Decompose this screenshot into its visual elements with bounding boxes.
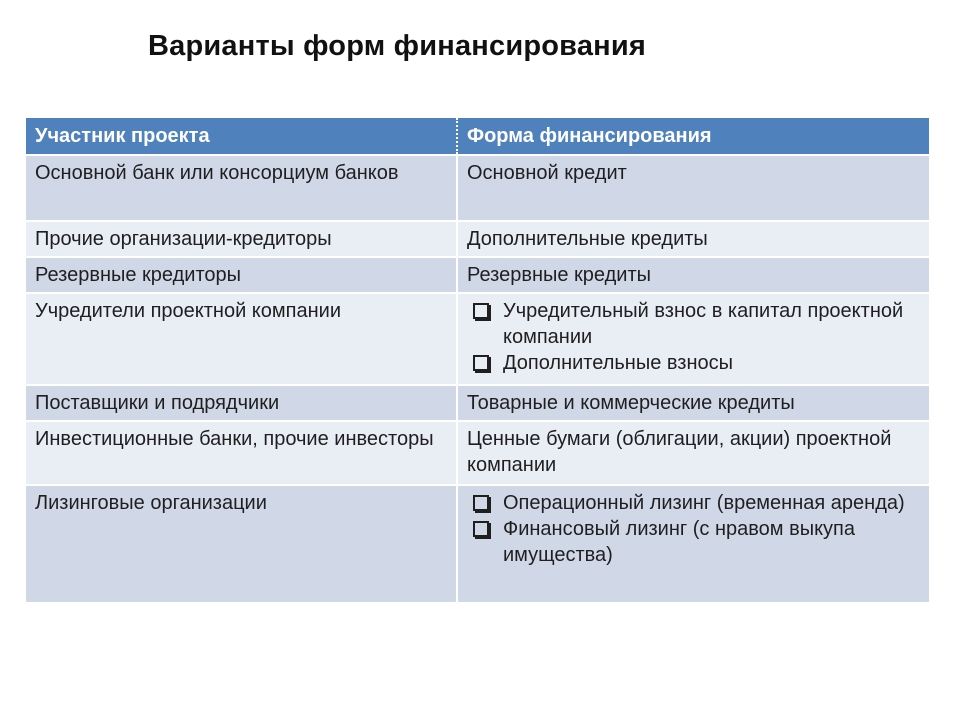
header-financing-form: Форма финансирования [457, 118, 929, 155]
bullet-item [467, 350, 921, 376]
bullet-text: Операционный лизинг (временная аренда) [503, 492, 905, 514]
form-cell: Товарные и коммерческие кредиты [457, 385, 929, 421]
form-cell: Дополнительные кредиты [457, 221, 929, 257]
participant-cell: Основной банк или консорциум банков [26, 155, 457, 221]
participant-cell: Учредители проектной компании [26, 293, 457, 385]
participant-cell: Прочие организации-кредиторы [26, 221, 457, 257]
form-cell [457, 485, 929, 603]
table-row [26, 385, 929, 421]
checkbox-bullet-icon [473, 495, 489, 511]
form-cell: Ценные бумаги (облигации, акции) проектной компании [457, 421, 929, 485]
checkbox-bullet-icon [473, 521, 489, 537]
bullet-text: Дополнительные взносы [503, 352, 733, 374]
bullet-list [467, 298, 921, 376]
bullet-item [467, 516, 921, 568]
bullet-text: Финансовый лизинг (с нравом выкупа имущества) [503, 518, 856, 566]
bullet-item [467, 490, 921, 516]
bullet-list [467, 490, 921, 568]
participant-cell: Поставщики и подрядчики [26, 385, 457, 421]
table-row [26, 485, 929, 603]
header-participant: Участник проекта [26, 118, 457, 155]
table-row [26, 257, 929, 293]
form-cell [457, 293, 929, 385]
table-header-row [26, 118, 929, 155]
table-row [26, 421, 929, 485]
checkbox-bullet-icon [473, 355, 489, 371]
table-row [26, 293, 929, 385]
form-cell: Основной кредит [457, 155, 929, 221]
bullet-item [467, 298, 921, 350]
participant-cell: Инвестиционные банки, прочие инвесторы [26, 421, 457, 485]
checkbox-bullet-icon [473, 303, 489, 319]
table-row [26, 155, 929, 221]
form-cell: Резервные кредиты [457, 257, 929, 293]
table-row [26, 221, 929, 257]
slide-title: Варианты форм финансирования [148, 30, 647, 62]
bullet-text: Учредительный взнос в капитал проектной компании [503, 300, 904, 348]
participant-cell: Лизинговые организации [26, 485, 457, 603]
financing-table [26, 118, 929, 604]
participant-cell: Резервные кредиторы [26, 257, 457, 293]
